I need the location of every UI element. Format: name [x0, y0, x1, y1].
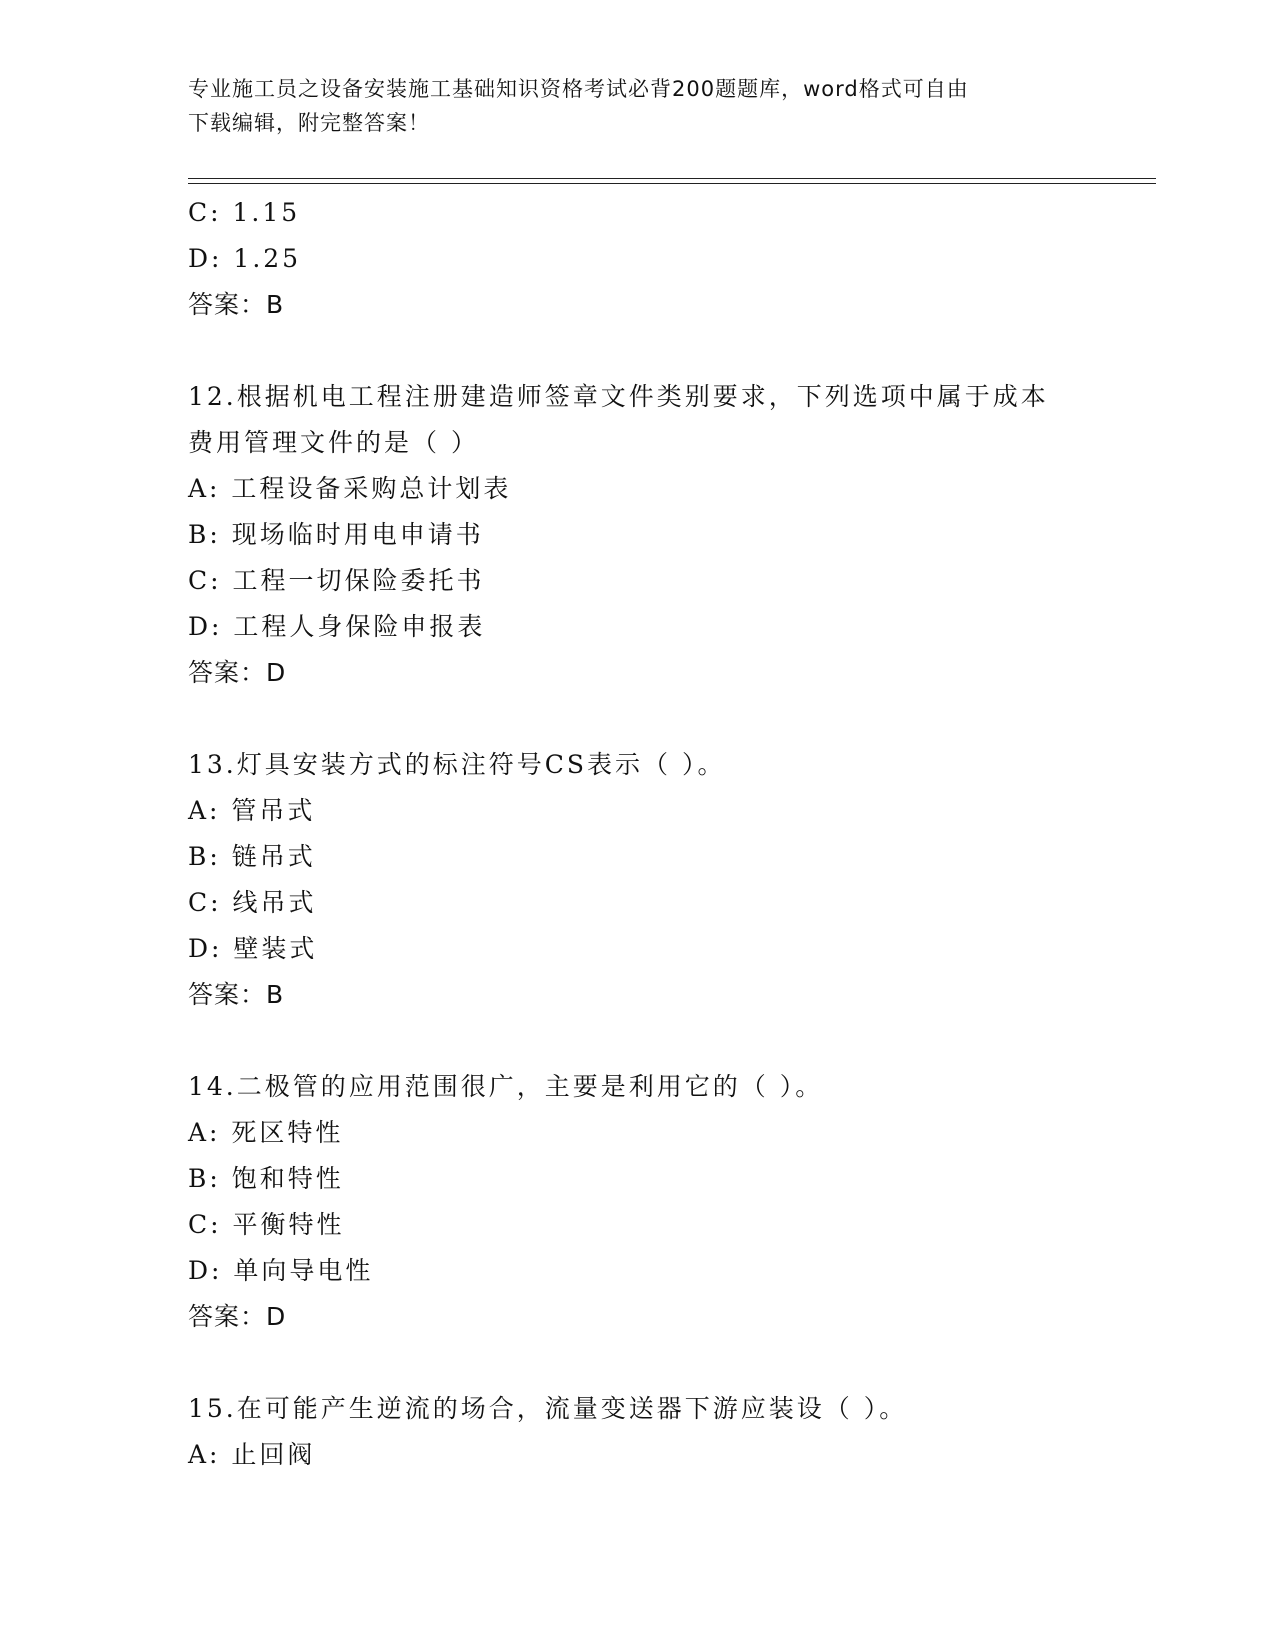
option-d: D: 壁装式 — [188, 934, 318, 963]
header-line-1: 专业施工员之设备安装施工基础知识资格考试必背200题题库，word格式可自由 — [188, 77, 969, 101]
question-stem: 14.二极管的应用范围很广，主要是利用它的（ ）。 — [188, 1072, 824, 1101]
option-a: A: 管吊式 — [188, 796, 316, 825]
option-b: B: 饱和特性 — [188, 1164, 344, 1193]
question-12 — [188, 374, 1088, 696]
question-13 — [188, 742, 1088, 1018]
option-d: D: 单向导电性 — [188, 1256, 374, 1285]
question-15 — [188, 1386, 1088, 1478]
answer: 答案：B — [188, 290, 285, 319]
question-stem: 15.在可能产生逆流的场合，流量变送器下游应装设（ ）。 — [188, 1394, 908, 1423]
answer: 答案：D — [188, 1302, 287, 1331]
question-stem: 12.根据机电工程注册建造师签章文件类别要求，下列选项中属于成本 — [188, 382, 1049, 411]
option-d: D: 1.25 — [188, 244, 302, 273]
option-c: C: 1.15 — [188, 198, 301, 227]
question-stem: 13.灯具安装方式的标注符号CS表示（ ）。 — [188, 750, 726, 779]
option-b: B: 现场临时用电申请书 — [188, 520, 484, 549]
answer: 答案：D — [188, 658, 287, 687]
option-d: D: 工程人身保险申报表 — [188, 612, 486, 641]
option-c: C: 平衡特性 — [188, 1210, 345, 1239]
header-divider-top — [188, 178, 1156, 179]
option-b: B: 链吊式 — [188, 842, 316, 871]
document-body — [188, 190, 1088, 1478]
option-a: A: 死区特性 — [188, 1118, 344, 1147]
header-line-2: 下载编辑，附完整答案！ — [188, 111, 430, 135]
option-a: A: 工程设备采购总计划表 — [188, 474, 512, 503]
question-14 — [188, 1064, 1088, 1340]
option-c: C: 线吊式 — [188, 888, 317, 917]
question-11-tail — [188, 190, 1088, 328]
document-header — [188, 72, 1088, 140]
question-stem-continued: 费用管理文件的是（ ） — [188, 428, 479, 457]
option-c: C: 工程一切保险委托书 — [188, 566, 485, 595]
header-divider-bottom — [188, 183, 1156, 184]
answer: 答案：B — [188, 980, 285, 1009]
option-a: A: 止回阀 — [188, 1440, 316, 1469]
